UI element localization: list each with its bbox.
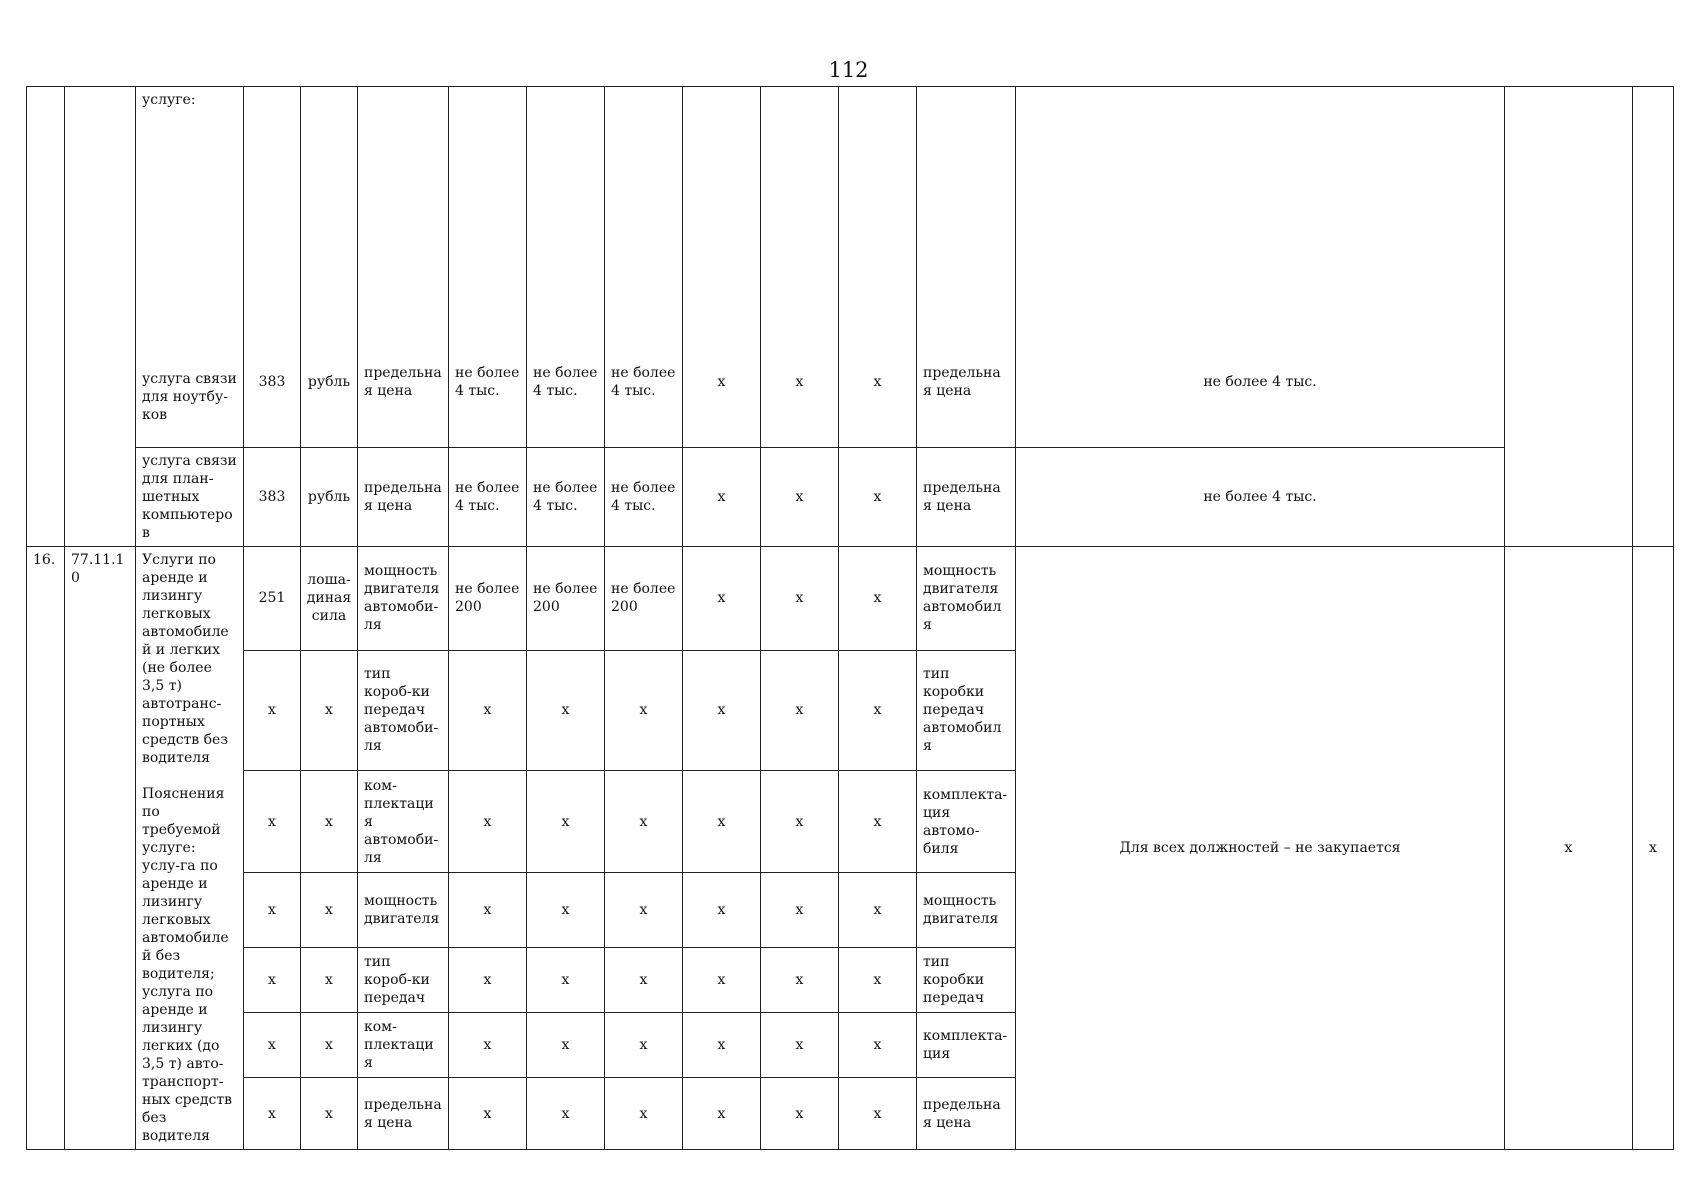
lead-text: услуге:	[142, 92, 196, 108]
cell-name	[136, 547, 244, 1150]
cell-unit: рубль	[301, 448, 358, 547]
cell-value-4: х	[683, 650, 761, 770]
cell-value-6: х	[839, 873, 917, 948]
cell-value-3: х	[605, 1013, 683, 1078]
cell-value-6: х	[839, 1013, 917, 1078]
cell-value-1: х	[449, 770, 527, 873]
cell-value-6: х	[839, 87, 917, 448]
cell-characteristic: предельная цена	[358, 448, 449, 547]
service-name: Услуги по аренде и лизингу легковых автомобилей и легких (не более 3,5 т) автотранс-портных средств без водителя	[142, 552, 229, 766]
cell-unit: лоша-диная сила	[301, 547, 358, 651]
cell-okei: х	[244, 650, 301, 770]
table-row	[27, 87, 1674, 448]
cell-okei: 251	[244, 547, 301, 651]
cell-okei: х	[244, 1013, 301, 1078]
cell-value-2: не более 200	[527, 547, 605, 651]
cell-value-2: не более 4 тыс.	[527, 87, 605, 448]
cell-value-2: х	[527, 947, 605, 1012]
cell-characteristic: мощность двигателя	[358, 873, 449, 948]
cell-value-2: не более 4 тыс.	[527, 448, 605, 547]
cell-characteristic: мощность двигателя автомоби-ля	[358, 547, 449, 651]
cell-value-3: х	[605, 947, 683, 1012]
cell-characteristic-2: предельная цена	[917, 87, 1016, 448]
cell-characteristic-2: комплекта-ция	[917, 1013, 1016, 1078]
cell-unit: х	[301, 947, 358, 1012]
cell-value-3: не более 200	[605, 547, 683, 651]
cell-value-2: х	[527, 770, 605, 873]
cell-value-5: х	[761, 1078, 839, 1150]
cell-value-6: х	[839, 650, 917, 770]
cell-value-1: х	[449, 1013, 527, 1078]
cell-okei: 383	[244, 87, 301, 448]
cell-name	[136, 87, 244, 448]
service-name: услуга связи для ноутбу-ков	[142, 371, 237, 423]
cell-code: 77.11.10	[65, 547, 136, 1150]
cell-value-1: не более 4 тыс.	[449, 448, 527, 547]
cell-value-6: х	[839, 770, 917, 873]
cell-value-5: х	[761, 87, 839, 448]
cell-value-2: х	[527, 1078, 605, 1150]
cell-num	[27, 87, 65, 547]
cell-col14: х	[1505, 547, 1633, 1150]
cell-value-1: не более 200	[449, 547, 527, 651]
cell-value-1: не более 4 тыс.	[449, 87, 527, 448]
cell-value-4: х	[683, 1013, 761, 1078]
cell-unit: х	[301, 650, 358, 770]
cell-code	[65, 87, 136, 547]
cell-value-5: х	[761, 650, 839, 770]
cell-characteristic-2: мощность двигателя автомобиля	[917, 547, 1016, 651]
cell-value-4: х	[683, 547, 761, 651]
cell-characteristic: ком-плектация	[358, 1013, 449, 1078]
cell-value-1: х	[449, 1078, 527, 1150]
table-row	[27, 547, 1674, 651]
cell-col15: х	[1633, 547, 1674, 1150]
cell-value: не более 4 тыс.	[1016, 87, 1505, 448]
cell-value-6: х	[839, 547, 917, 651]
cell-unit: х	[301, 1013, 358, 1078]
cell-characteristic: предельная цена	[358, 87, 449, 448]
cell-col14	[1505, 87, 1633, 547]
cell-unit: х	[301, 1078, 358, 1150]
cell-value-4: х	[683, 1078, 761, 1150]
cell-value-5: х	[761, 873, 839, 948]
cell-value: не более 4 тыс.	[1016, 448, 1505, 547]
cell-value-4: х	[683, 87, 761, 448]
cell-characteristic: тип короб-ки передач автомоби-ля	[358, 650, 449, 770]
cell-okei: х	[244, 873, 301, 948]
cell-merged-value: Для всех должностей – не закупается	[1016, 547, 1505, 1150]
cell-characteristic-2: комплекта-ция автомо-биля	[917, 770, 1016, 873]
requirements-table	[26, 86, 1674, 1150]
cell-value-5: х	[761, 770, 839, 873]
cell-characteristic: тип короб-ки передач	[358, 947, 449, 1012]
cell-characteristic: предельная цена	[358, 1078, 449, 1150]
cell-value-6: х	[839, 448, 917, 547]
cell-value-3: не более 4 тыс.	[605, 87, 683, 448]
page-number: 112	[828, 58, 869, 82]
cell-okei: 383	[244, 448, 301, 547]
cell-value-5: х	[761, 448, 839, 547]
cell-value-5: х	[761, 1013, 839, 1078]
cell-value-1: х	[449, 947, 527, 1012]
cell-characteristic-2: мощность двигателя	[917, 873, 1016, 948]
cell-num: 16.	[27, 547, 65, 1150]
cell-value-6: х	[839, 947, 917, 1012]
cell-value-3: х	[605, 770, 683, 873]
cell-col15	[1633, 87, 1674, 547]
cell-value-2: х	[527, 1013, 605, 1078]
cell-value-3: х	[605, 1078, 683, 1150]
cell-value-2: х	[527, 873, 605, 948]
cell-value-4: х	[683, 947, 761, 1012]
service-explanation: Пояснения по требуемой услуге: услу-га по аренде и лизингу легковых автомобилей без водителя; услуга по аренде и лизингу легких (до 3,5 т) авто-транспорт-ных средств без водителя	[142, 786, 232, 1144]
cell-okei: х	[244, 1078, 301, 1150]
cell-value-5: х	[761, 547, 839, 651]
table-row	[27, 448, 1674, 547]
cell-okei: х	[244, 770, 301, 873]
cell-unit: х	[301, 873, 358, 948]
cell-value-3: не более 4 тыс.	[605, 448, 683, 547]
cell-value-3: х	[605, 650, 683, 770]
cell-characteristic-2: тип коробки передач автомобиля	[917, 650, 1016, 770]
cell-value-4: х	[683, 770, 761, 873]
cell-characteristic-2: предельная цена	[917, 448, 1016, 547]
cell-value-4: х	[683, 448, 761, 547]
cell-characteristic-2: тип коробки передач	[917, 947, 1016, 1012]
cell-value-1: х	[449, 650, 527, 770]
cell-value-5: х	[761, 947, 839, 1012]
cell-unit: рубль	[301, 87, 358, 448]
cell-value-2: х	[527, 650, 605, 770]
cell-okei: х	[244, 947, 301, 1012]
cell-value-6: х	[839, 1078, 917, 1150]
cell-value-4: х	[683, 873, 761, 948]
cell-unit: х	[301, 770, 358, 873]
cell-value-1: х	[449, 873, 527, 948]
cell-name: услуга связи для план-шетных компьютеров	[136, 448, 244, 547]
cell-characteristic-2: предельная цена	[917, 1078, 1016, 1150]
cell-characteristic: ком-плектация автомоби-ля	[358, 770, 449, 873]
cell-value-3: х	[605, 873, 683, 948]
